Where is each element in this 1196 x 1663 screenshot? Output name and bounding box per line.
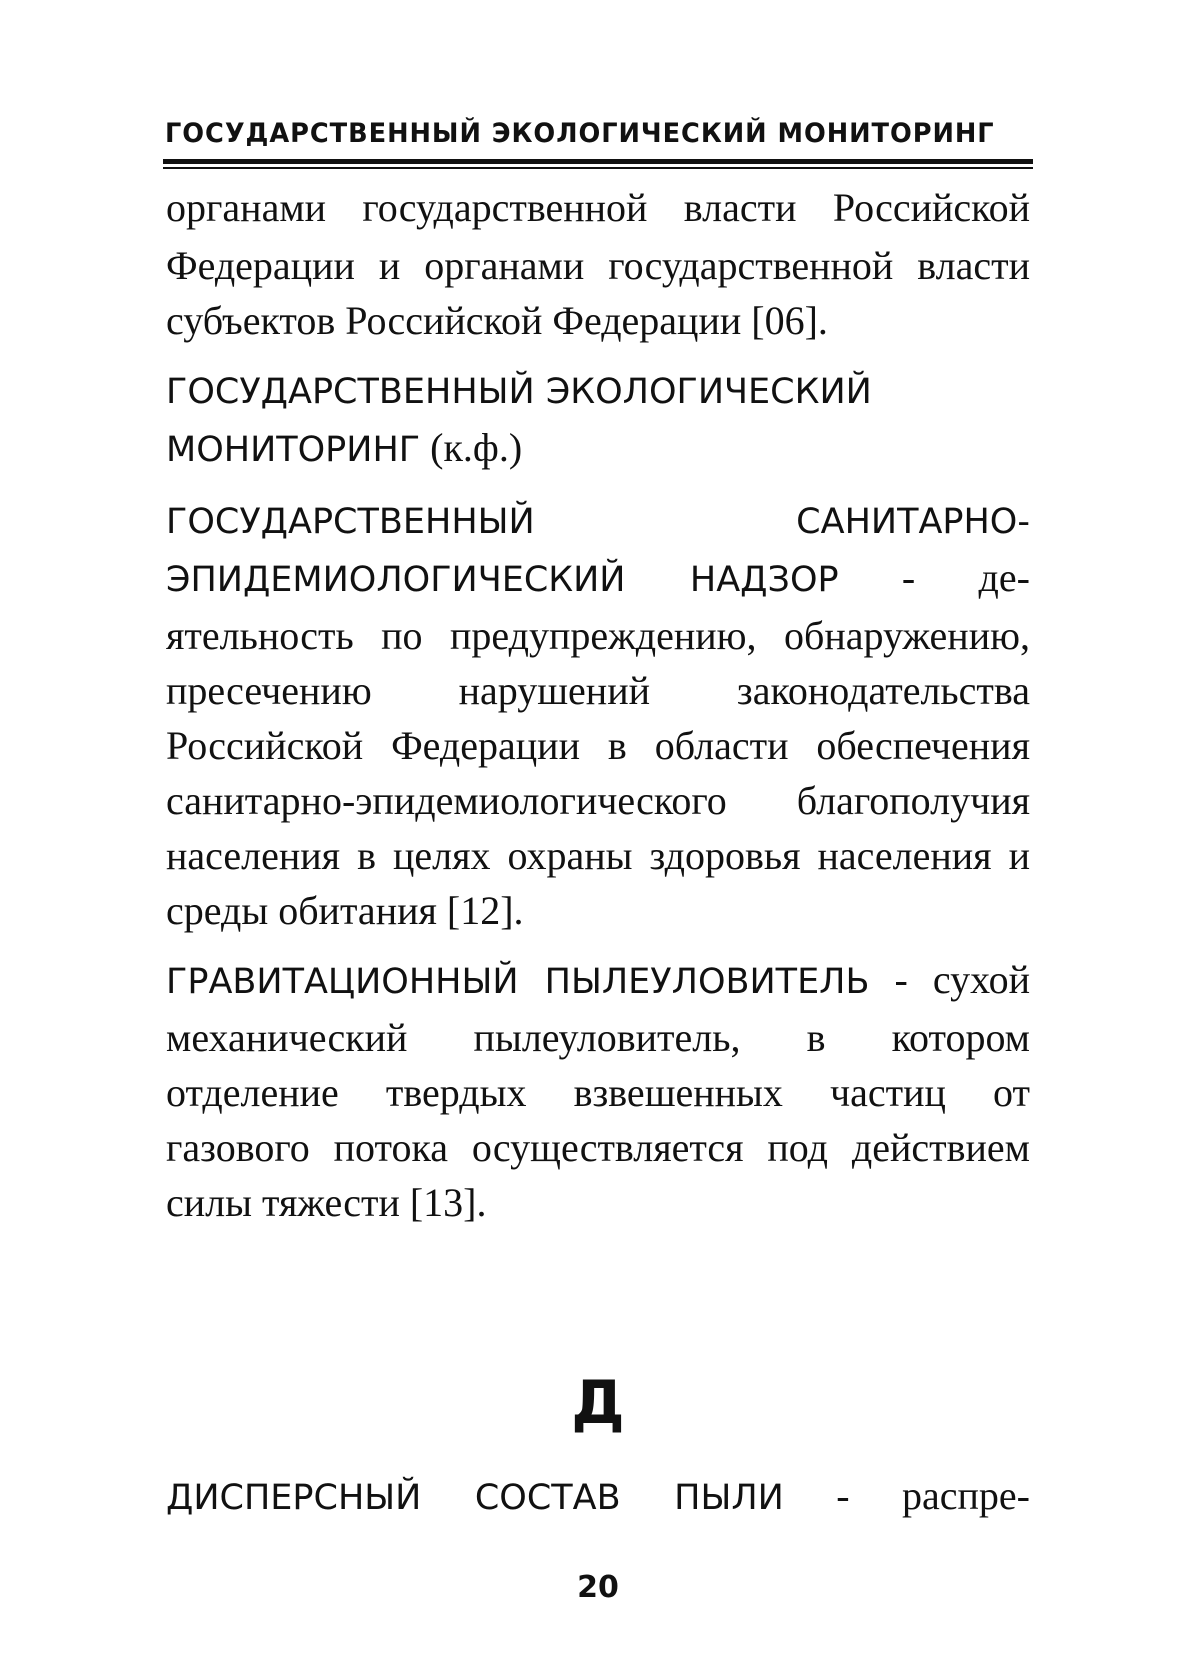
entry-dust-dispersion <box>166 1468 1030 1526</box>
entry-definition: - деятельность по предупреждению, обнаружению, пресечению нарушений законодательства Российской Федерации в области обеспечения санитарно-эпидемиологического благополучия населения в целях охраны здоровья населения и среды обитания [12]. <box>166 555 1030 933</box>
running-head: ГОСУДАРСТВЕННЫЙ ЭКОЛОГИЧЕСКИЙ МОНИТОРИНГ <box>165 118 995 149</box>
entry-term: ГРАВИТАЦИОННЫЙ ПЫЛЕУЛОВИТЕЛЬ <box>166 962 870 1002</box>
header-rule-thin <box>163 167 1033 169</box>
entry-state-ecological-monitoring <box>166 362 1030 478</box>
page-body <box>166 180 1030 1244</box>
header-rule-thick <box>163 159 1033 164</box>
entry-sanitary-supervision <box>166 492 1030 938</box>
entry-definition: (к.ф.) <box>420 425 523 470</box>
entry-term: ГОСУДАРСТВЕННЫЙ ЭКОЛОГИЧЕСКИЙ МОНИТОРИНГ <box>166 372 872 470</box>
page-number: 20 <box>577 1570 619 1605</box>
entry-continuation <box>166 180 1030 348</box>
entry-definition: - распре- <box>783 1473 1030 1518</box>
entry-gravity-dust-collector <box>166 952 1030 1230</box>
entry-term: ДИСПЕРСНЫЙ СОСТАВ ПЫЛИ <box>166 1478 784 1518</box>
section-letter: Д <box>571 1368 625 1438</box>
entry-term: ГОСУДАРСТВЕННЫЙ САНИТАРНО-ЭПИДЕМИОЛОГИЧЕСКИЙ НАДЗОР <box>166 502 1030 600</box>
entry-definition: органами государственной власти Российской Федерации и органами государственной власти субъектов Российской Федерации [06]. <box>166 185 1030 343</box>
entry-definition: - сухой механический пылеуловитель, в котором отделение твердых взвешенных частиц от газового потока осуществляется под действием силы тяжести [13]. <box>166 957 1030 1225</box>
